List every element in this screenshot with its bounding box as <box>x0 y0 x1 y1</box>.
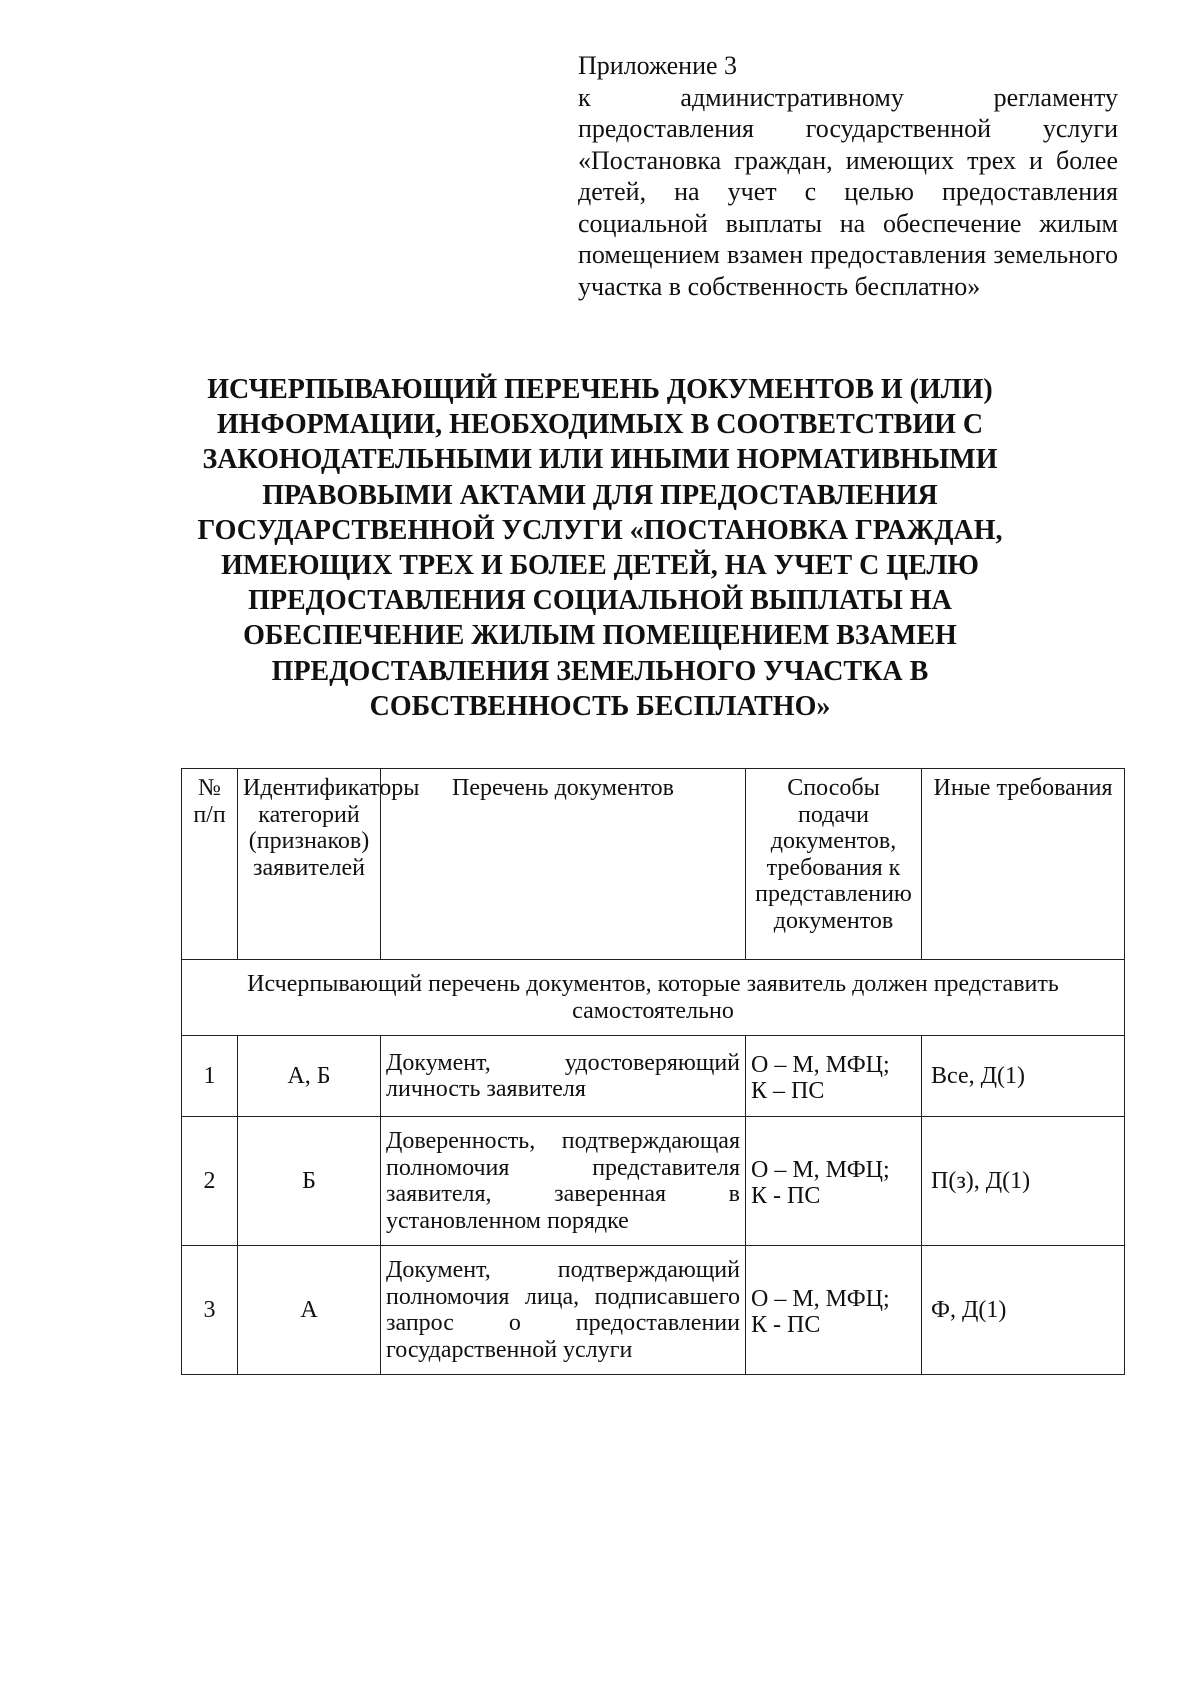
document-title: ИСЧЕРПЫВАЮЩИЙ ПЕРЕЧЕНЬ ДОКУМЕНТОВ И (ИЛИ) ИНФОРМАЦИИ, НЕОБХОДИМЫХ В СООТВЕТСТВИИ С ЗАКОНОДАТЕЛЬНЫМИ ИЛИ ИНЫМИ НОРМАТИВНЫМИ ПРАВОВЫМИ АКТАМИ ДЛЯ ПРЕДОСТАВЛЕНИЯ ГОСУДАРСТВЕННОЙ УСЛУГИ «ПОСТАНОВКА ГРАЖДАН, ИМЕЮЩИХ ТРЕХ И БОЛЕЕ ДЕТЕЙ, НА УЧЕТ С ЦЕЛЮ ПРЕДОСТАВЛЕНИЯ СОЦИАЛЬНОЙ ВЫПЛАТЫ НА ОБЕСПЕЧЕНИЕ ЖИЛЫМ ПОМЕЩЕНИЕМ ВЗАМЕН ПРЕДОСТАВЛЕНИЯ ЗЕМЕЛЬНОГО УЧАСТКА В СОБСТВЕННОСТЬ БЕСПЛАТНО» <box>197 374 1003 722</box>
row-document: Документ, удостоверяющий личность заявителя <box>381 1036 746 1117</box>
row-number: 3 <box>182 1246 238 1375</box>
header-documents: Перечень документов <box>381 769 746 960</box>
method-line-1: О – М, МФЦ; <box>751 1285 890 1312</box>
row-number: 2 <box>182 1117 238 1246</box>
row-identifiers: Б <box>238 1117 381 1246</box>
header-num: № п/п <box>182 769 238 960</box>
row-document: Документ, подтверждающий полномочия лица, подписавшего запрос о предоставлении государственной услуги <box>381 1246 746 1375</box>
table-row <box>182 1036 1125 1117</box>
appendix-block <box>578 50 1118 302</box>
row-other-requirements: Все, Д(1) <box>922 1036 1125 1117</box>
header-other-requirements: Иные требования <box>922 769 1125 960</box>
row-document: Доверенность, подтверждающая полномочия представителя заявителя, заверенная в установленном порядке <box>381 1117 746 1246</box>
method-line-1: О – М, МФЦ; <box>751 1051 890 1078</box>
row-other-requirements: П(з), Д(1) <box>922 1117 1125 1246</box>
table-section-row <box>182 960 1125 1036</box>
row-submission-method <box>746 1036 922 1117</box>
method-line-1: О – М, МФЦ; <box>751 1156 890 1183</box>
header-submission-methods: Способы подачи документов, требования к представлению документов <box>746 769 922 960</box>
row-submission-method <box>746 1246 922 1375</box>
documents-table <box>181 768 1125 1375</box>
row-identifiers: А <box>238 1246 381 1375</box>
section-title: Исчерпывающий перечень документов, которые заявитель должен представить самостоятельно <box>182 960 1125 1036</box>
appendix-heading: Приложение 3 <box>578 51 738 80</box>
row-submission-method <box>746 1117 922 1246</box>
table-header-row <box>182 769 1125 960</box>
header-identifiers: Идентификаторы категорий (признаков) заявителей <box>238 769 381 960</box>
row-number: 1 <box>182 1036 238 1117</box>
row-identifiers: А, Б <box>238 1036 381 1117</box>
table-row <box>182 1246 1125 1375</box>
row-other-requirements: Ф, Д(1) <box>922 1246 1125 1375</box>
method-line-2: К - ПС <box>751 1312 821 1338</box>
method-line-2: К - ПС <box>751 1183 821 1209</box>
table-row <box>182 1117 1125 1246</box>
method-line-2: К – ПС <box>751 1078 825 1104</box>
appendix-text: к административному регламенту предоставления государственной услуги «Постановка граждан, имеющих трех и более детей, на учет с целью предоставления социальной выплаты на обеспечение жилым помещением взамен предоставления земельного участка в собственность бесплатно» <box>578 82 1118 301</box>
